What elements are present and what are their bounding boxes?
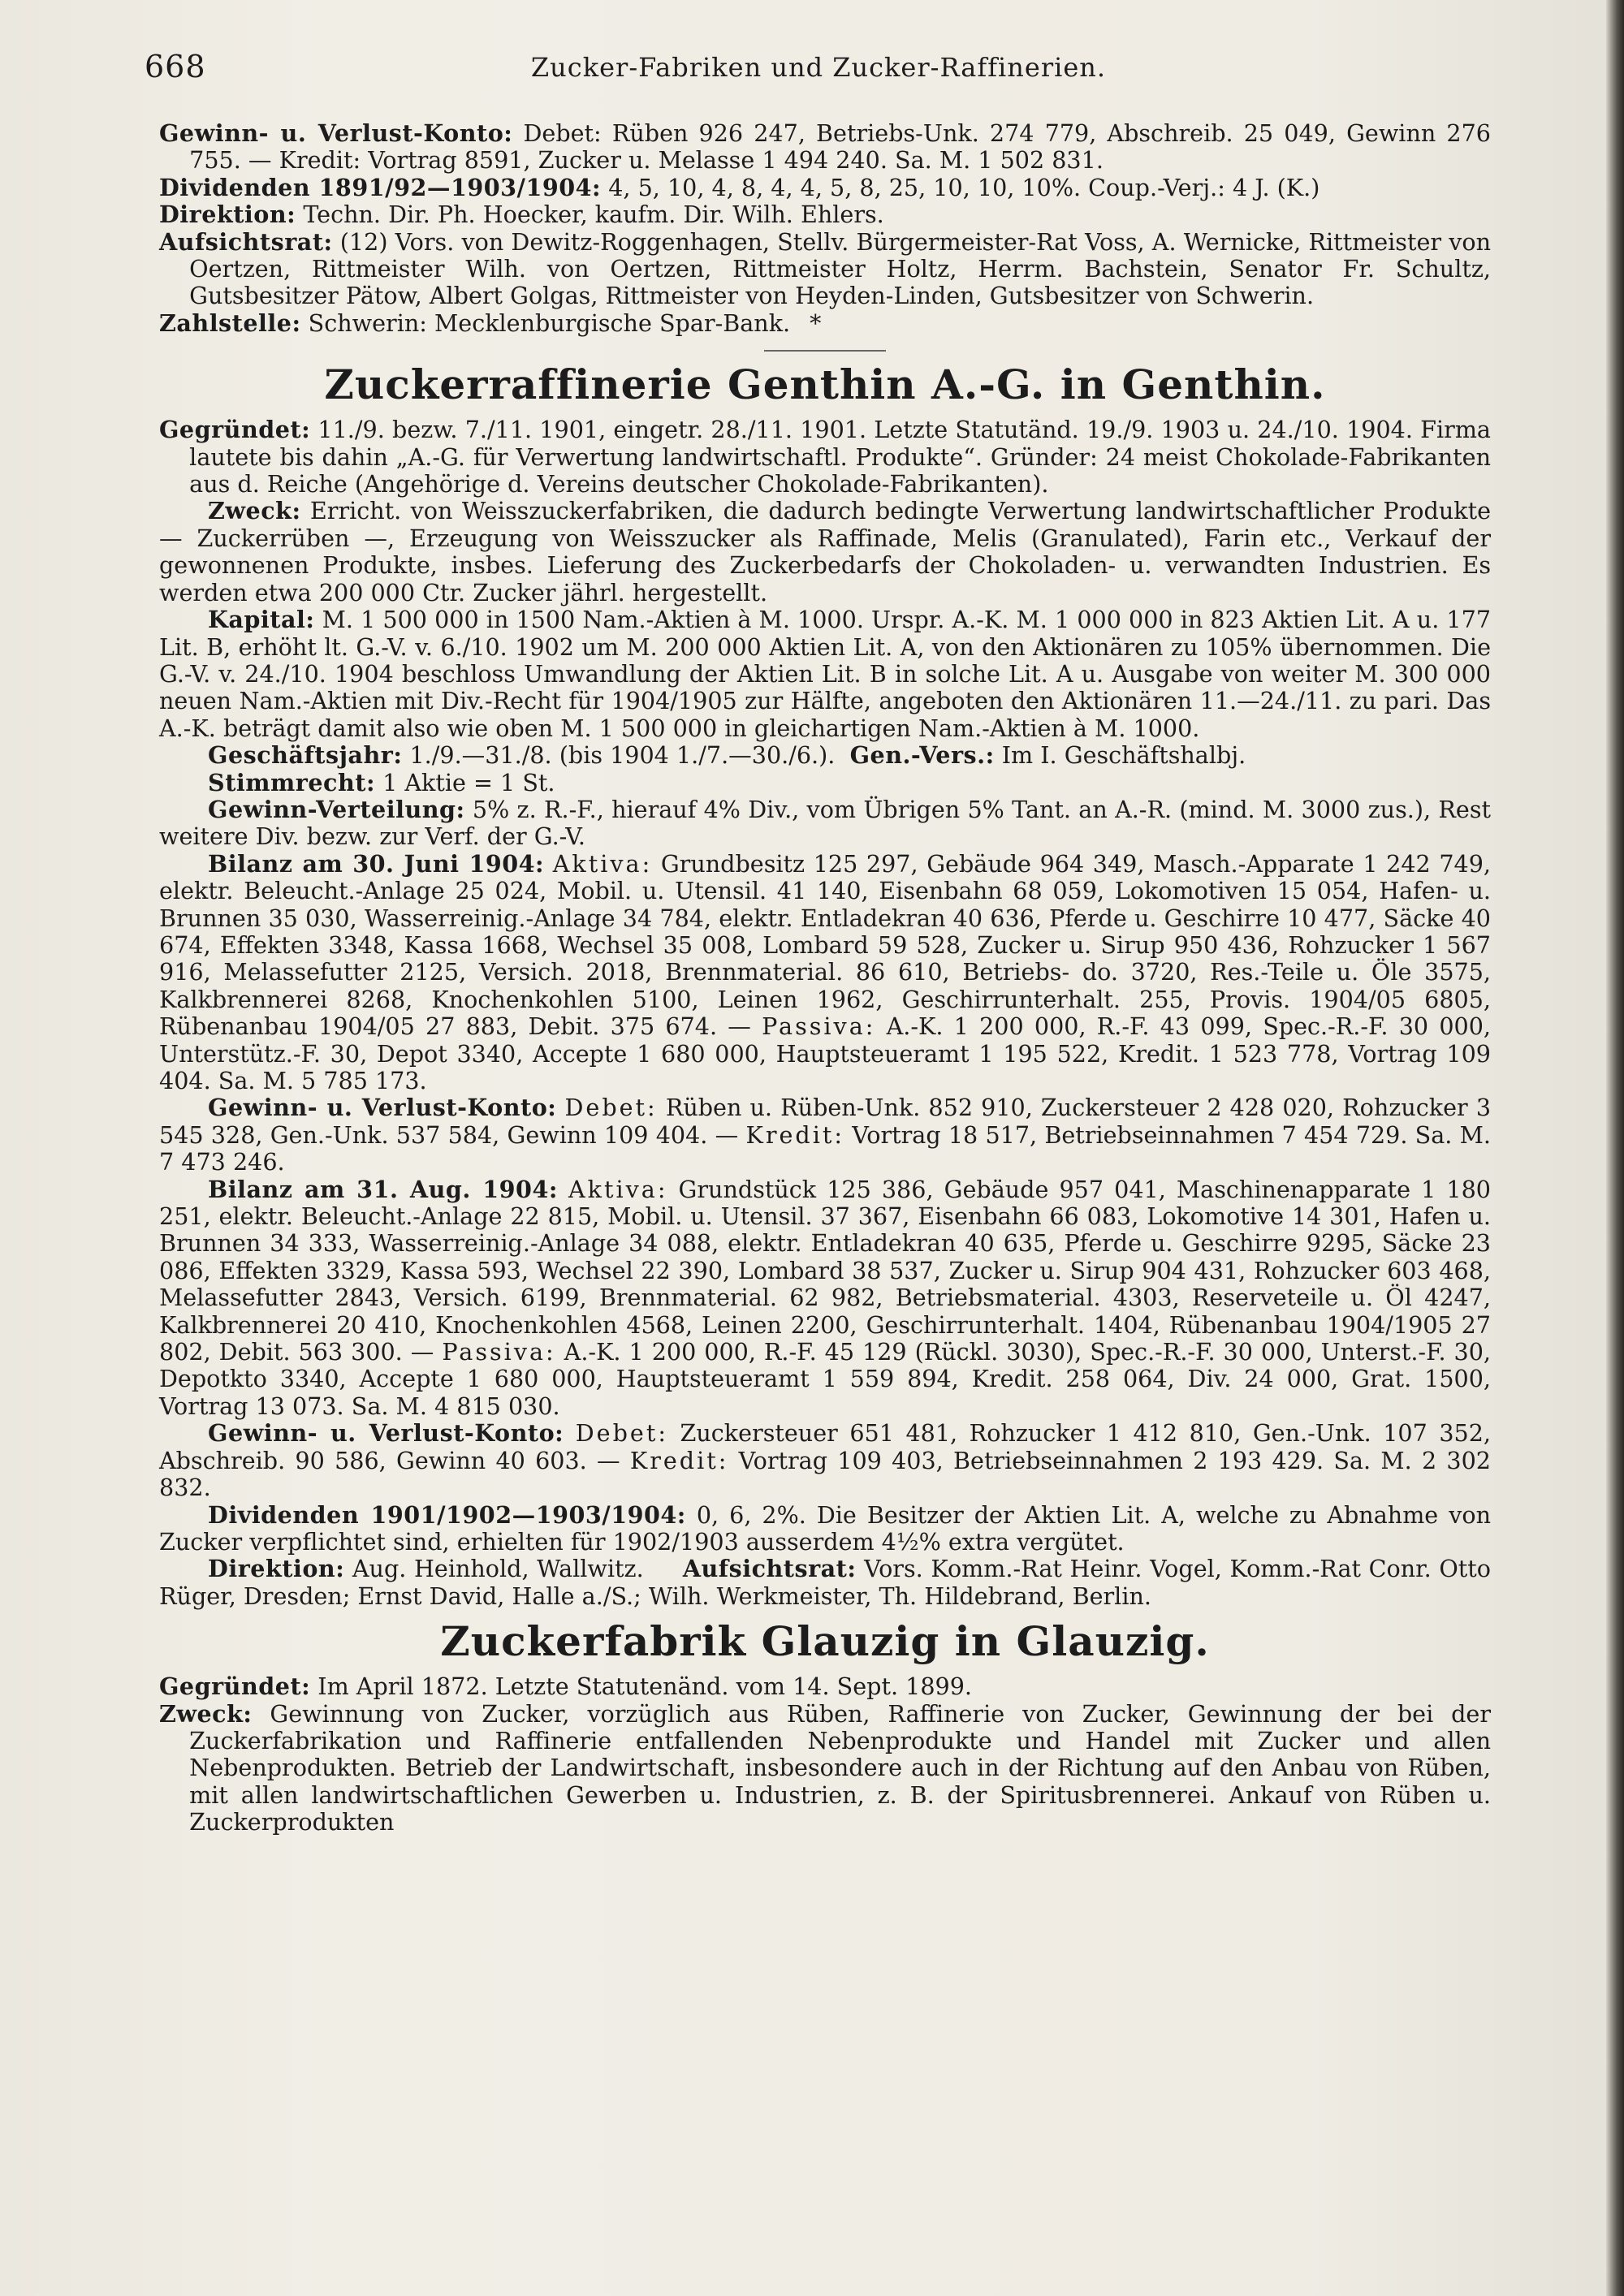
aktiva-label: Aktiva: [568, 1175, 668, 1203]
passiva-label: Passiva: [762, 1012, 876, 1041]
label: Gewinn- u. Verlust-Konto: [208, 1094, 557, 1122]
entry-gegruendet [159, 1673, 1491, 1700]
entry-text: Aug. Heinhold, Wallwitz. [352, 1555, 644, 1583]
entry-text: Vors. Komm.-Rat Heinr. Vogel, Komm.-Rat Conr. Otto Rüger, Dresden; Ernst David, Halle a./S.; Wilh. Werkmeister, Th. Hildebrand, Berlin. [159, 1555, 1491, 1610]
label: Zweck: [159, 1699, 253, 1728]
entry-text: A.-K. 1 200 000, R.-F. 45 129 (Rückl. 3030), Spec.-R.-F. 30 000, Unterst.-F. 30, Depotkto 3340, Accepte 1 680 000, Hauptsteueramt 1 559 894, Kredit. 258 064, Div. 24 000, Grat. 1500, Vortrag 13 073. Sa. M. 4 815 030. [159, 1338, 1492, 1420]
entry-stimmrecht [159, 770, 1491, 796]
label: Dividenden 1901/1902—1903/1904: [208, 1500, 686, 1529]
label: Bilanz am 30. Juni 1904: [208, 849, 545, 878]
label: Zweck: [208, 497, 301, 525]
entry-zweck [159, 1701, 1491, 1836]
label: Gegründet: [159, 416, 311, 444]
entry-geschaeftsjahr [159, 742, 1491, 769]
entry-text: Rüben u. Rüben-Unk. 852 910, Zuckersteuer 2 428 020, Rohzucker 3 545 328, Gen.-Unk. 537 584, Gewinn 109 404. — [159, 1094, 1492, 1149]
entry-direktion-aufsichtsrat [159, 1556, 1491, 1610]
entry-text: Debet: Rüben 926 247, Betriebs-Unk. 274 779, Abschreib. 25 049, Gewinn 276 755. — Kredit: Vortrag 8591, Zucker u. Melasse 1 494 240. Sa. M. 1 502 831. [189, 119, 1491, 175]
entry-direktion [159, 201, 1491, 228]
entry-gewinn-verlust-1 [159, 1094, 1491, 1176]
entry-text: (12) Vors. von Dewitz-Roggenhagen, Stellv. Bürgermeister-Rat Voss, A. Wernicke, Rittmeister von Oertzen, Rittmeister Wilh. von Oertzen, Rittmeister Holtz, Herrm. Bachstein, Senator Fr. Schultz, Gutsbesitzer Pätow, Albert Golgas, Rittmeister von Heyden-Linden, Gutsbesitzer von Schwerin. [189, 227, 1491, 310]
entry-text: Erricht. von Weisszuckerfabriken, die dadurch bedingte Verwertung landwirtschaftlicher Produkte — Zuckerrüben —, Erzeugung von Weisszucker als Raffinade, Melis (Granulated), Farin etc., Verkauf der gewonnenen Produkte, insbes. Lieferung des Zuckerbedarfs der Chokoladen- u. verwandten Industrien. Es werden etwa 200 000 Ctr. Zucker jährl. hergestellt. [159, 497, 1491, 606]
entry-text: M. 1 500 000 in 1500 Nam.-Aktien à M. 1000. Urspr. A.-K. M. 1 000 000 in 823 Aktien Lit. A u. 177 Lit. B, erhöht lt. G.-V. v. 6./10. 1902 um M. 200 000 Aktien Lit. A, von den Aktionären zu 105% übernommen. Die G.-V. v. 24./10. 1904 beschloss Umwandlung der Aktien Lit. B in solche Lit. A u. Ausgabe von weiter M. 300 000 neuen Nam.-Aktien mit Div.-Recht für 1904/1905 zur Hälfte, angeboten den Aktionären 11.—24./11. zu pari. Das A.-K. beträgt damit also wie oben M. 1 500 000 in gleichartigen Nam.-Aktien à M. 1000. [159, 606, 1492, 742]
entry-gewinn-verlust [159, 120, 1491, 175]
company-title-genthin: Zuckerraffinerie Genthin A.-G. in Genthin. [324, 360, 1326, 409]
entry-gegruendet [159, 416, 1491, 498]
passiva-label: Passiva: [442, 1338, 556, 1366]
entry-text: Techn. Dir. Ph. Hoecker, kaufm. Dir. Wilh. Ehlers. [303, 201, 884, 229]
label: Gewinn-Verteilung: [208, 795, 465, 823]
entry-kapital [159, 606, 1491, 742]
label: Gewinn- u. Verlust-Konto: [159, 119, 513, 147]
aktiva-label: Aktiva: [552, 849, 653, 878]
label: Direktion: [208, 1555, 345, 1583]
entry-zweck [159, 498, 1491, 606]
entry-text: Vortrag 18 517, Betriebseinnahmen 7 454 729. Sa. M. 7 473 246. [159, 1120, 1491, 1176]
label: Zahlstelle: [159, 309, 301, 337]
entry-aufsichtsrat [159, 229, 1491, 310]
entry-text: Gewinnung von Zucker, vorzüglich aus Rüben, Raffinerie von Zucker, Gewinnung der bei der Zuckerfabrikation und Raffinerie entfallenden Nebenprodukte und Handel mit Zucker und allen Nebenprodukten. Betrieb der Landwirtschaft, insbesondere auch in der Richtung auf den Anbau von Rüben, mit allen landwirtschaftlichen Gewerben u. Industrien, z. B. der Spiritusbrennerei. Ankauf von Rüben u. Zuckerprodukten [189, 1699, 1492, 1836]
entry-text: A.-K. 1 200 000, R.-F. 43 099, Spec.-R.-F. 30 000, Unterstütz.-F. 30, Depot 3340, Accepte 1 680 000, Hauptsteueramt 1 195 522, Kredit. 1 523 778, Vortrag 109 404. Sa. M. 5 785 173. [159, 1012, 1491, 1094]
label: Dividenden 1891/92—1903/1904: [159, 173, 602, 201]
label: Gen.-Vers.: [849, 741, 995, 770]
entry-dividenden [159, 175, 1491, 201]
entry-gewinn-verlust-2 [159, 1420, 1491, 1501]
kredit-label: Kredit: [629, 1446, 729, 1474]
entry-text: 1 Aktie = 1 St. [382, 768, 555, 796]
entry-bilanz-1904-aug [159, 1176, 1491, 1421]
company-title-glauzig: Zuckerfabrik Glauzig in Glauzig. [440, 1617, 1210, 1666]
entry-zahlstelle [159, 310, 1491, 337]
section-divider [764, 350, 886, 352]
entry-bilanz-1904-juni [159, 851, 1491, 1095]
debet-label: Debet: [564, 1094, 658, 1122]
entry-text: Grundbesitz 125 297, Gebäude 964 349, Masch.-Apparate 1 242 749, elektr. Beleucht.-Anlage 25 024, Mobil. u. Utensil. 41 140, Eisenbahn 68 059, Lokomotiven 15 054, Hafen- u. Brunnen 35 030, Wasserreinig.-Anlage 34 784, elektr. Entladekran 40 636, Pferde u. Geschirre 10 477, Säcke 40 674, Effekten 3348, Kassa 1668, Wechsel 35 008, Lombard 59 528, Zucker u. Sirup 950 436, Rohzucker 1 567 916, Melassefutter 2125, Versich. 2018, Brennmaterial. 86 610, Betriebs- do. 3720, Res.-Teile u. Öle 3575, Kalkbrennerei 8268, Knochenkohlen 5100, Leinen 1962, Geschirrunterhalt. 255, Provis. 1904/05 6805, Rübenanbau 1904/05 27 883, Debit. 375 674. — [159, 849, 1492, 1041]
entry-text: 11./9. bezw. 7./11. 1901, eingetr. 28./11. 1901. Letzte Statutänd. 19./9. 1903 u. 24./10. 1904. Firma lautete bis dahin „A.-G. für Verwertung landwirtschaftl. Produkte“. Gründer: 24 meist Chokolade-Fabrikanten aus d. Reiche (Angehörige d. Vereins deutscher Chokolade-Fabrikanten). [189, 416, 1491, 498]
label: Stimmrecht: [208, 768, 375, 796]
entry-dividenden [159, 1502, 1491, 1556]
label: Aufsichtsrat: [159, 227, 333, 256]
entry-text: Grundstück 125 386, Gebäude 957 041, Maschinenapparate 1 180 251, elektr. Beleucht.-Anlage 22 815, Mobil. u. Utensil. 37 367, Eisenbahn 66 083, Lokomotive 14 301, Hafen u. Brunnen 34 333, Wasserreinig.-Anlage 34 088, elektr. Entladekran 40 635, Pferde u. Geschirre 9295, Säcke 23 086, Effekten 3329, Kassa 593, Wechsel 22 390, Lombard 38 537, Zucker u. Sirup 904 431, Rohzucker 603 468, Melassefutter 2843, Versich. 6199, Brennmaterial. 62 982, Betriebsmaterial. 4303, Reserveteile u. Öl 4247, Kalkbrennerei 20 410, Knochenkohlen 4568, Leinen 2200, Geschirrunterhalt. 1404, Rübenanbau 1904/1905 27 802, Debit. 563 300. — [159, 1175, 1491, 1366]
running-title: Zucker-Fabriken und Zucker-Raffinerien. [530, 52, 1107, 83]
entry-text: Vortrag 109 403, Betriebseinnahmen 2 193 429. Sa. M. 2 302 832. [159, 1446, 1491, 1502]
entry-text: Zuckersteuer 651 481, Rohzucker 1 412 810, Gen.-Unk. 107 352, Abschreib. 90 586, Gewinn 40 603. — [159, 1419, 1492, 1474]
label: Gewinn- u. Verlust-Konto: [208, 1419, 564, 1448]
label: Kapital: [208, 606, 315, 634]
label: Bilanz am 31. Aug. 1904: [208, 1175, 558, 1203]
entry-text: 4, 5, 10, 4, 8, 4, 4, 5, 8, 25, 10, 10, 10%. Coup.-Verj.: 4 J. (K.) [608, 173, 1320, 201]
asterisk-mark: * [810, 309, 822, 337]
entry-text: 0, 6, 2%. Die Besitzer der Aktien Lit. A, welche zu Abnahme von Zucker verpflichtet sind, erhielten für 1902/1903 ausserdem 4½% extra vergütet. [159, 1500, 1492, 1556]
page-number: 668 [145, 49, 206, 84]
book-spine-shadow [1606, 0, 1624, 2296]
entry-text: 5% z. R.-F., hierauf 4% Div., vom Übrigen 5% Tant. an A.-R. (mind. M. 3000 zus.), Rest weitere Div. bezw. zur Verf. der G.-V. [159, 795, 1492, 851]
entry-text: Schwerin: Mecklenburgische Spar-Bank. [308, 309, 791, 337]
page-content [159, 120, 1491, 1836]
page-header [145, 49, 1492, 97]
label: Gegründet: [159, 1672, 311, 1701]
entry-text: Im I. Geschäftshalbj. [1001, 741, 1246, 770]
entry-text: 1./9.—31./8. (bis 1904 1./7.—30./6.). [409, 741, 836, 770]
kredit-label: Kredit: [745, 1120, 844, 1149]
label: Aufsichtsrat: [682, 1555, 857, 1583]
debet-label: Debet: [575, 1419, 668, 1448]
label: Geschäftsjahr: [208, 741, 403, 770]
entry-gewinn-verteilung [159, 796, 1491, 851]
label: Direktion: [159, 201, 296, 229]
entry-text: Im April 1872. Letzte Statutenänd. vom 14. Sept. 1899. [317, 1672, 972, 1701]
